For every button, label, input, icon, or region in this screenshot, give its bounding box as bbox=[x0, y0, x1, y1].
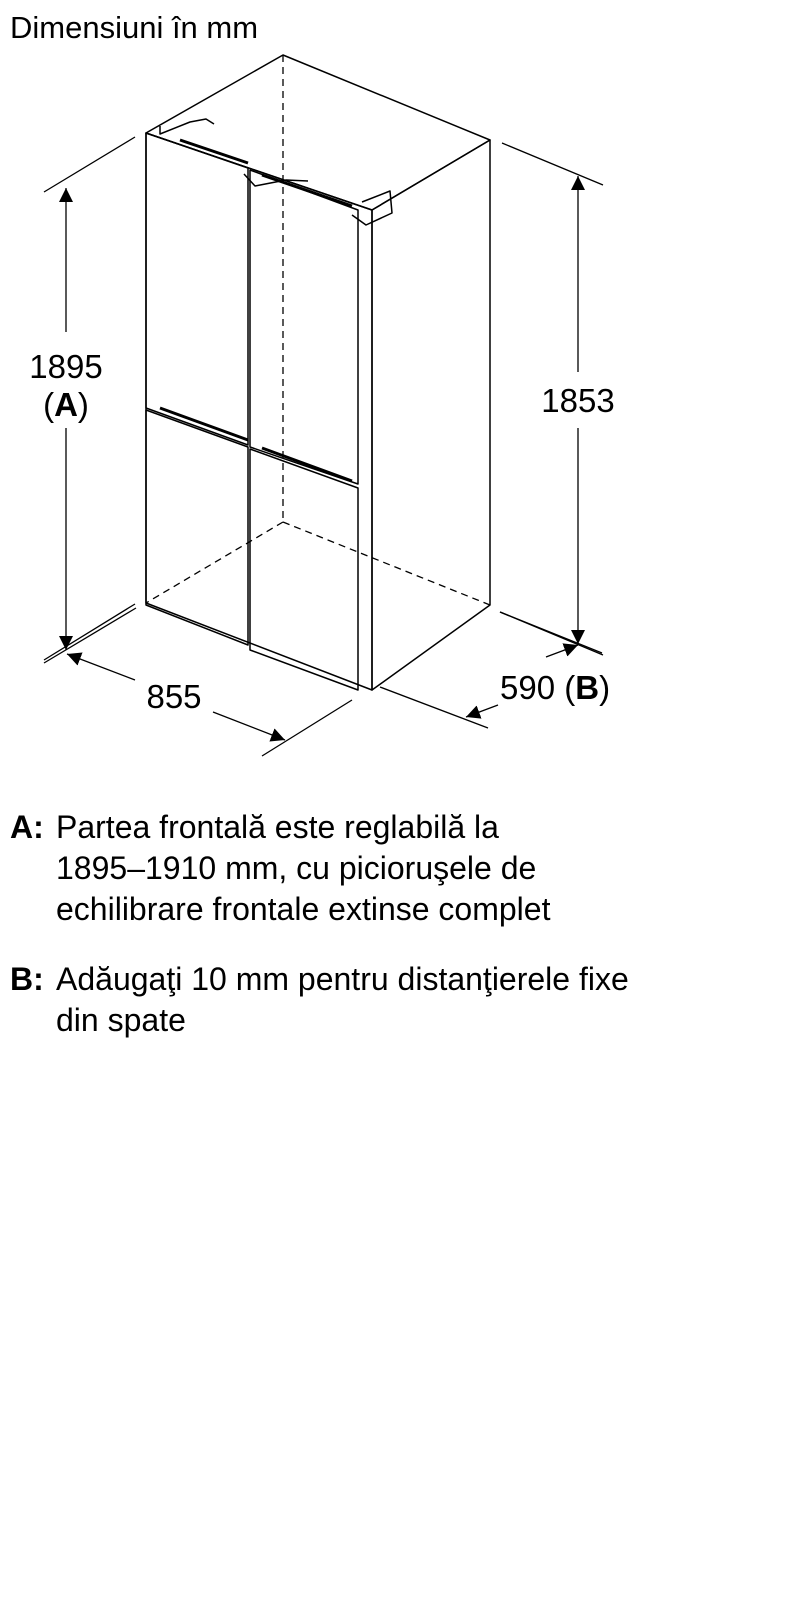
dimension-arrow-upper bbox=[546, 645, 578, 657]
dimension-tag-a bbox=[43, 386, 89, 423]
extension-line bbox=[380, 687, 488, 728]
note-line: Adăugaţi 10 mm pentru distanţierele fixe bbox=[56, 961, 629, 997]
dimension-arrow-left bbox=[67, 654, 135, 680]
extension-line bbox=[44, 608, 136, 663]
extension-line bbox=[44, 137, 135, 192]
note-b bbox=[10, 959, 790, 1041]
dimension-label-depth bbox=[500, 669, 610, 706]
extension-line bbox=[500, 612, 602, 653]
tag-close-paren: ) bbox=[599, 669, 611, 706]
tag-close-paren: ) bbox=[77, 386, 89, 423]
extension-line bbox=[502, 143, 603, 185]
depth-value: 590 bbox=[500, 669, 565, 706]
note-line: echilibrare frontale extinse complet bbox=[56, 891, 551, 927]
extension-line bbox=[44, 604, 135, 660]
extension-line bbox=[262, 700, 352, 756]
dimension-label-width: 855 bbox=[146, 678, 202, 715]
dimension-label-height-back: 1853 bbox=[541, 382, 615, 419]
page-title: Dimensiuni în mm bbox=[10, 10, 259, 45]
dimension-label-height-front: 1895 bbox=[29, 348, 103, 385]
note-a bbox=[10, 807, 790, 930]
note-line: din spate bbox=[56, 1002, 186, 1038]
note-text-a bbox=[56, 807, 790, 930]
note-key-a: A: bbox=[10, 809, 44, 845]
note-key-b: B: bbox=[10, 961, 44, 997]
note-text-b bbox=[56, 959, 790, 1041]
tag-key-a: A bbox=[54, 386, 78, 423]
hidden-back-edges bbox=[146, 55, 490, 605]
note-line: 1895–1910 mm, cu picioruşele de bbox=[56, 850, 537, 886]
tag-open-paren: ( bbox=[564, 669, 576, 706]
note-line: Partea frontală este reglabilă la bbox=[56, 809, 499, 845]
fridge-dimension-diagram bbox=[0, 0, 800, 790]
tag-key-b: B bbox=[575, 669, 600, 706]
tag-open-paren: ( bbox=[43, 386, 55, 423]
dimension-arrow-right bbox=[213, 712, 285, 740]
dimension-arrow-lower bbox=[466, 705, 498, 717]
